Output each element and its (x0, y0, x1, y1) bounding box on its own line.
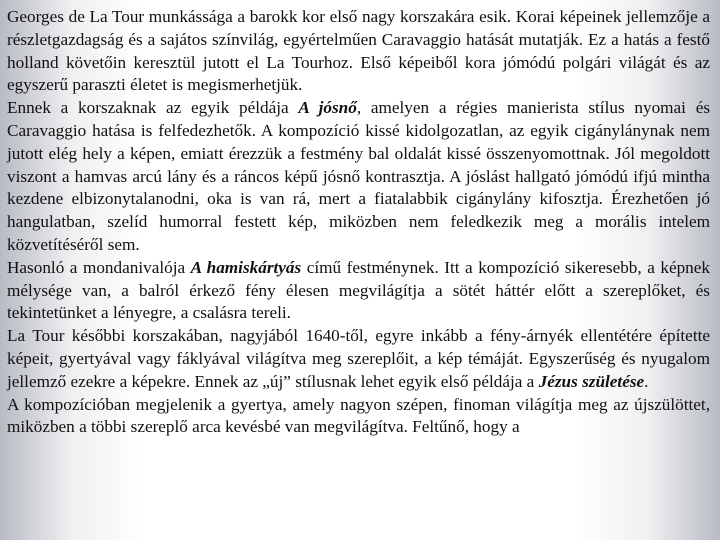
paragraph-composition (7, 394, 710, 440)
artwork-title: A jósnő (298, 98, 357, 118)
paragraph-text: La Tour későbbi korszakában, nagyjából 1640-től, egyre inkább a fény-árnyék ellentétére építette képeit, gyertyával vagy fáklyával világítva meg szereplőit, a kép témáját. Egyszerűség és nyugalom jellemző ezekre a képekre. Ennek az „új” stílusnak lehet egyik első példája a (7, 326, 710, 391)
artwork-title: A hamiskártyás (190, 257, 302, 277)
artwork-title: Jézus születése (538, 371, 645, 391)
paragraph-fortune-teller (7, 97, 710, 257)
paragraph-text: című festménynek. Itt a kompozíció sikeresebb, a képnek mélysége van, a balról érkező fény élesen megvilágítja a sötét háttér előtt a szereplőket, és tekintetünket a lényegre, a csalásra tereli. (7, 257, 710, 323)
paragraph-late-period (7, 325, 710, 393)
paragraph-text: Hasonló a mondanivalója (7, 257, 191, 277)
paragraph-text: A kompozícióban megjelenik a gyertya, amely nagyon szépen, finoman világítja meg az újszülöttet, miközben a többi szereplő arca kevésbé van megvilágítva. Feltűnő, hogy a (7, 394, 710, 437)
document-body (7, 6, 710, 439)
paragraph-text: , amelyen a régies manierista stílus nyomai és Caravaggio hatása is felfedezhetők. A kompozíció kissé kidolgozatlan, az egyik cigánylánynak nem jutott elég hely a képen, emiatt érezzük a festmény bal oldalát kissé összenyomottnak. Jól megoldott viszont a hamvas arcú lány és a ráncos képű jósnő kontrasztja. A jóslást hallgató jómódú ifjú mintha kezdene elbizonytalanodni, oka is van rá, mert a fiatalabbik cigánylány kifosztja. Érezhetően jó hangulatban, szelíd humorral festett kép, miközben nem feledkezik meg a morális intelem közvetítéséről sem. (7, 98, 711, 254)
paragraph-text: Ennek a korszaknak az egyik példája (7, 98, 299, 118)
paragraph-cheat (7, 257, 710, 325)
paragraph-text: Georges de La Tour munkássága a barokk kor első nagy korszakára esik. Korai képeinek jellemzője a részletgazdagság és a sajátos színvilág, egyértelműen Caravaggio hatását mutatják. Ez a hatás a festő holland követőin keresztül jutott el La Tourhoz. Első képeiből kora jómódú polgári világát és az egyszerű paraszti életet is megismerhetjük. (7, 7, 710, 95)
paragraph-text: . (644, 371, 649, 391)
paragraph-intro (7, 6, 710, 97)
